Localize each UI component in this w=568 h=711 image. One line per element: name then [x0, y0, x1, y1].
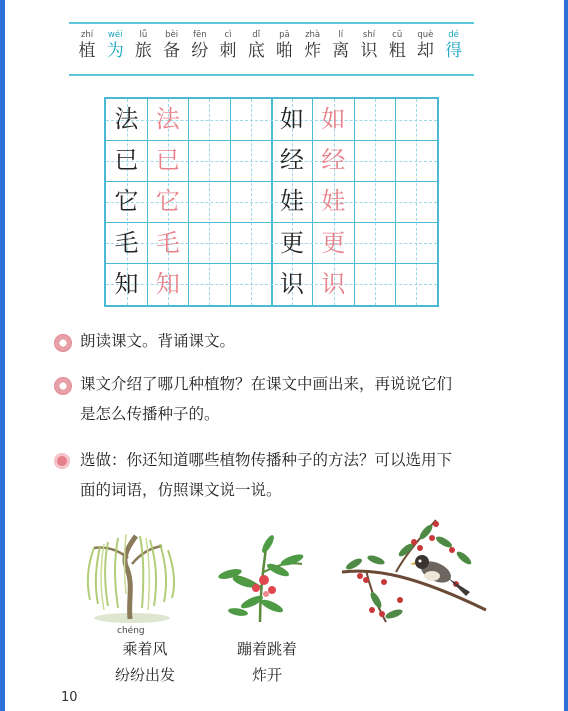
- vocab-item: [440, 30, 468, 62]
- grid-trace-character: 它: [155, 187, 180, 216]
- exercise-1-line-1: 朗读课文。背诵课文。: [80, 332, 236, 350]
- vocab-item: [242, 30, 270, 62]
- grid-model-character: 经: [280, 146, 304, 175]
- vocab-pinyin: bèi: [165, 30, 179, 40]
- caption-2-line-2: 炸开: [251, 666, 282, 684]
- grid-trace-character: 如: [321, 105, 346, 133]
- grid-model-character: 更: [280, 228, 304, 257]
- grid-model-character: 法: [114, 105, 139, 133]
- vocab-item: [186, 30, 214, 62]
- vocab-item: [73, 30, 101, 62]
- vocab-character: 炸: [304, 41, 322, 61]
- vocab-character: 离: [332, 41, 350, 61]
- grid-trace-character: 已: [155, 146, 180, 175]
- vocab-item: [214, 30, 242, 62]
- vocab-character: 为: [106, 41, 124, 61]
- balsam-plant-illustration: [208, 528, 312, 624]
- vocab-item: [158, 30, 186, 62]
- grid-trace-character: 娃: [321, 187, 346, 216]
- vocab-character: 却: [416, 41, 434, 61]
- vocab-item: [383, 30, 411, 62]
- vocab-character: 得: [445, 41, 463, 61]
- vocab-item: [299, 30, 327, 62]
- vocab-pinyin: shí: [362, 30, 376, 40]
- grid-trace-character: 法: [155, 105, 180, 133]
- writing-grid: [104, 97, 439, 307]
- vocab-character: 粗: [388, 41, 406, 61]
- vocab-pinyin: dǐ: [252, 30, 261, 40]
- vocab-item: [411, 30, 439, 62]
- vocab-pinyin: zhà: [305, 30, 321, 40]
- vocab-character: 旅: [134, 41, 152, 61]
- willow-tree-illustration: [78, 524, 186, 624]
- grid-trace-character: 识: [321, 269, 346, 298]
- caption-1-pinyin: chéng: [117, 626, 145, 636]
- vocab-pinyin: lǚ: [139, 30, 148, 40]
- vocab-character: 纷: [191, 41, 209, 61]
- grid-model-character: 它: [114, 187, 139, 216]
- grid-model-character: 知: [114, 269, 139, 298]
- vocab-item: [101, 30, 129, 62]
- page-edge-right: [564, 0, 568, 711]
- vocab-character: 识: [360, 41, 378, 61]
- vocab-strip: [69, 22, 474, 76]
- exercise-2-line-1: 课文介绍了哪几种植物？在课文中画出来，再说说它们: [80, 375, 453, 393]
- grid-model-character: 已: [114, 146, 139, 175]
- grid-trace-character: 毛: [155, 228, 180, 257]
- vocab-item: [327, 30, 355, 62]
- caption-2-line-1: 蹦着跳着: [236, 640, 297, 658]
- vocab-character: 备: [163, 41, 181, 61]
- vocab-pinyin: pā: [279, 30, 290, 40]
- vocab-character: 刺: [219, 41, 237, 61]
- vocab-pinyin: zhí: [80, 30, 94, 40]
- vocab-pinyin: cì: [224, 30, 232, 40]
- grid-model-character: 识: [280, 269, 304, 298]
- vocab-character: 啪: [275, 41, 293, 61]
- exercise-3-icon: [54, 453, 70, 469]
- exercise-2-line-2: 是怎么传播种子的。: [80, 405, 220, 423]
- exercise-1-icon: [54, 334, 72, 352]
- vocab-pinyin: wéi: [107, 30, 123, 40]
- page-edge-left: [0, 0, 5, 711]
- caption-1-line-2: 纷纷出发: [114, 666, 175, 684]
- vocab-character: 底: [247, 41, 265, 61]
- grid-model-character: 毛: [114, 228, 139, 257]
- exercise-1-text: [80, 326, 520, 356]
- exercise-3-line-1: 选做：你还知道哪些植物传播种子的方法？可以选用下: [80, 451, 453, 469]
- vocab-character: 植: [78, 41, 96, 61]
- vocab-pinyin: dé: [448, 30, 459, 40]
- vocab-pinyin: què: [417, 30, 434, 40]
- exercise-3-line-2: 面的词语，仿照课文说一说。: [80, 481, 282, 499]
- grid-trace-character: 更: [321, 228, 346, 257]
- vocab-item: [270, 30, 298, 62]
- vocab-item: [355, 30, 383, 62]
- vocab-pinyin: lí: [338, 30, 344, 40]
- exercise-2-icon: [54, 377, 72, 395]
- vocab-pinyin: fēn: [192, 30, 207, 40]
- bird-berry-branch-illustration: [336, 514, 488, 628]
- grid-model-character: 如: [280, 105, 304, 133]
- grid-trace-character: 知: [155, 269, 180, 298]
- vocab-pinyin: cū: [392, 30, 403, 40]
- vocab-item: [129, 30, 157, 62]
- grid-model-character: 娃: [280, 187, 304, 216]
- exercise-3-text: [80, 445, 520, 505]
- grid-trace-character: 经: [321, 146, 346, 175]
- page-number: 10: [61, 690, 78, 705]
- exercise-2-text: [80, 369, 520, 429]
- caption-1-line-1: 乘着风: [122, 640, 168, 658]
